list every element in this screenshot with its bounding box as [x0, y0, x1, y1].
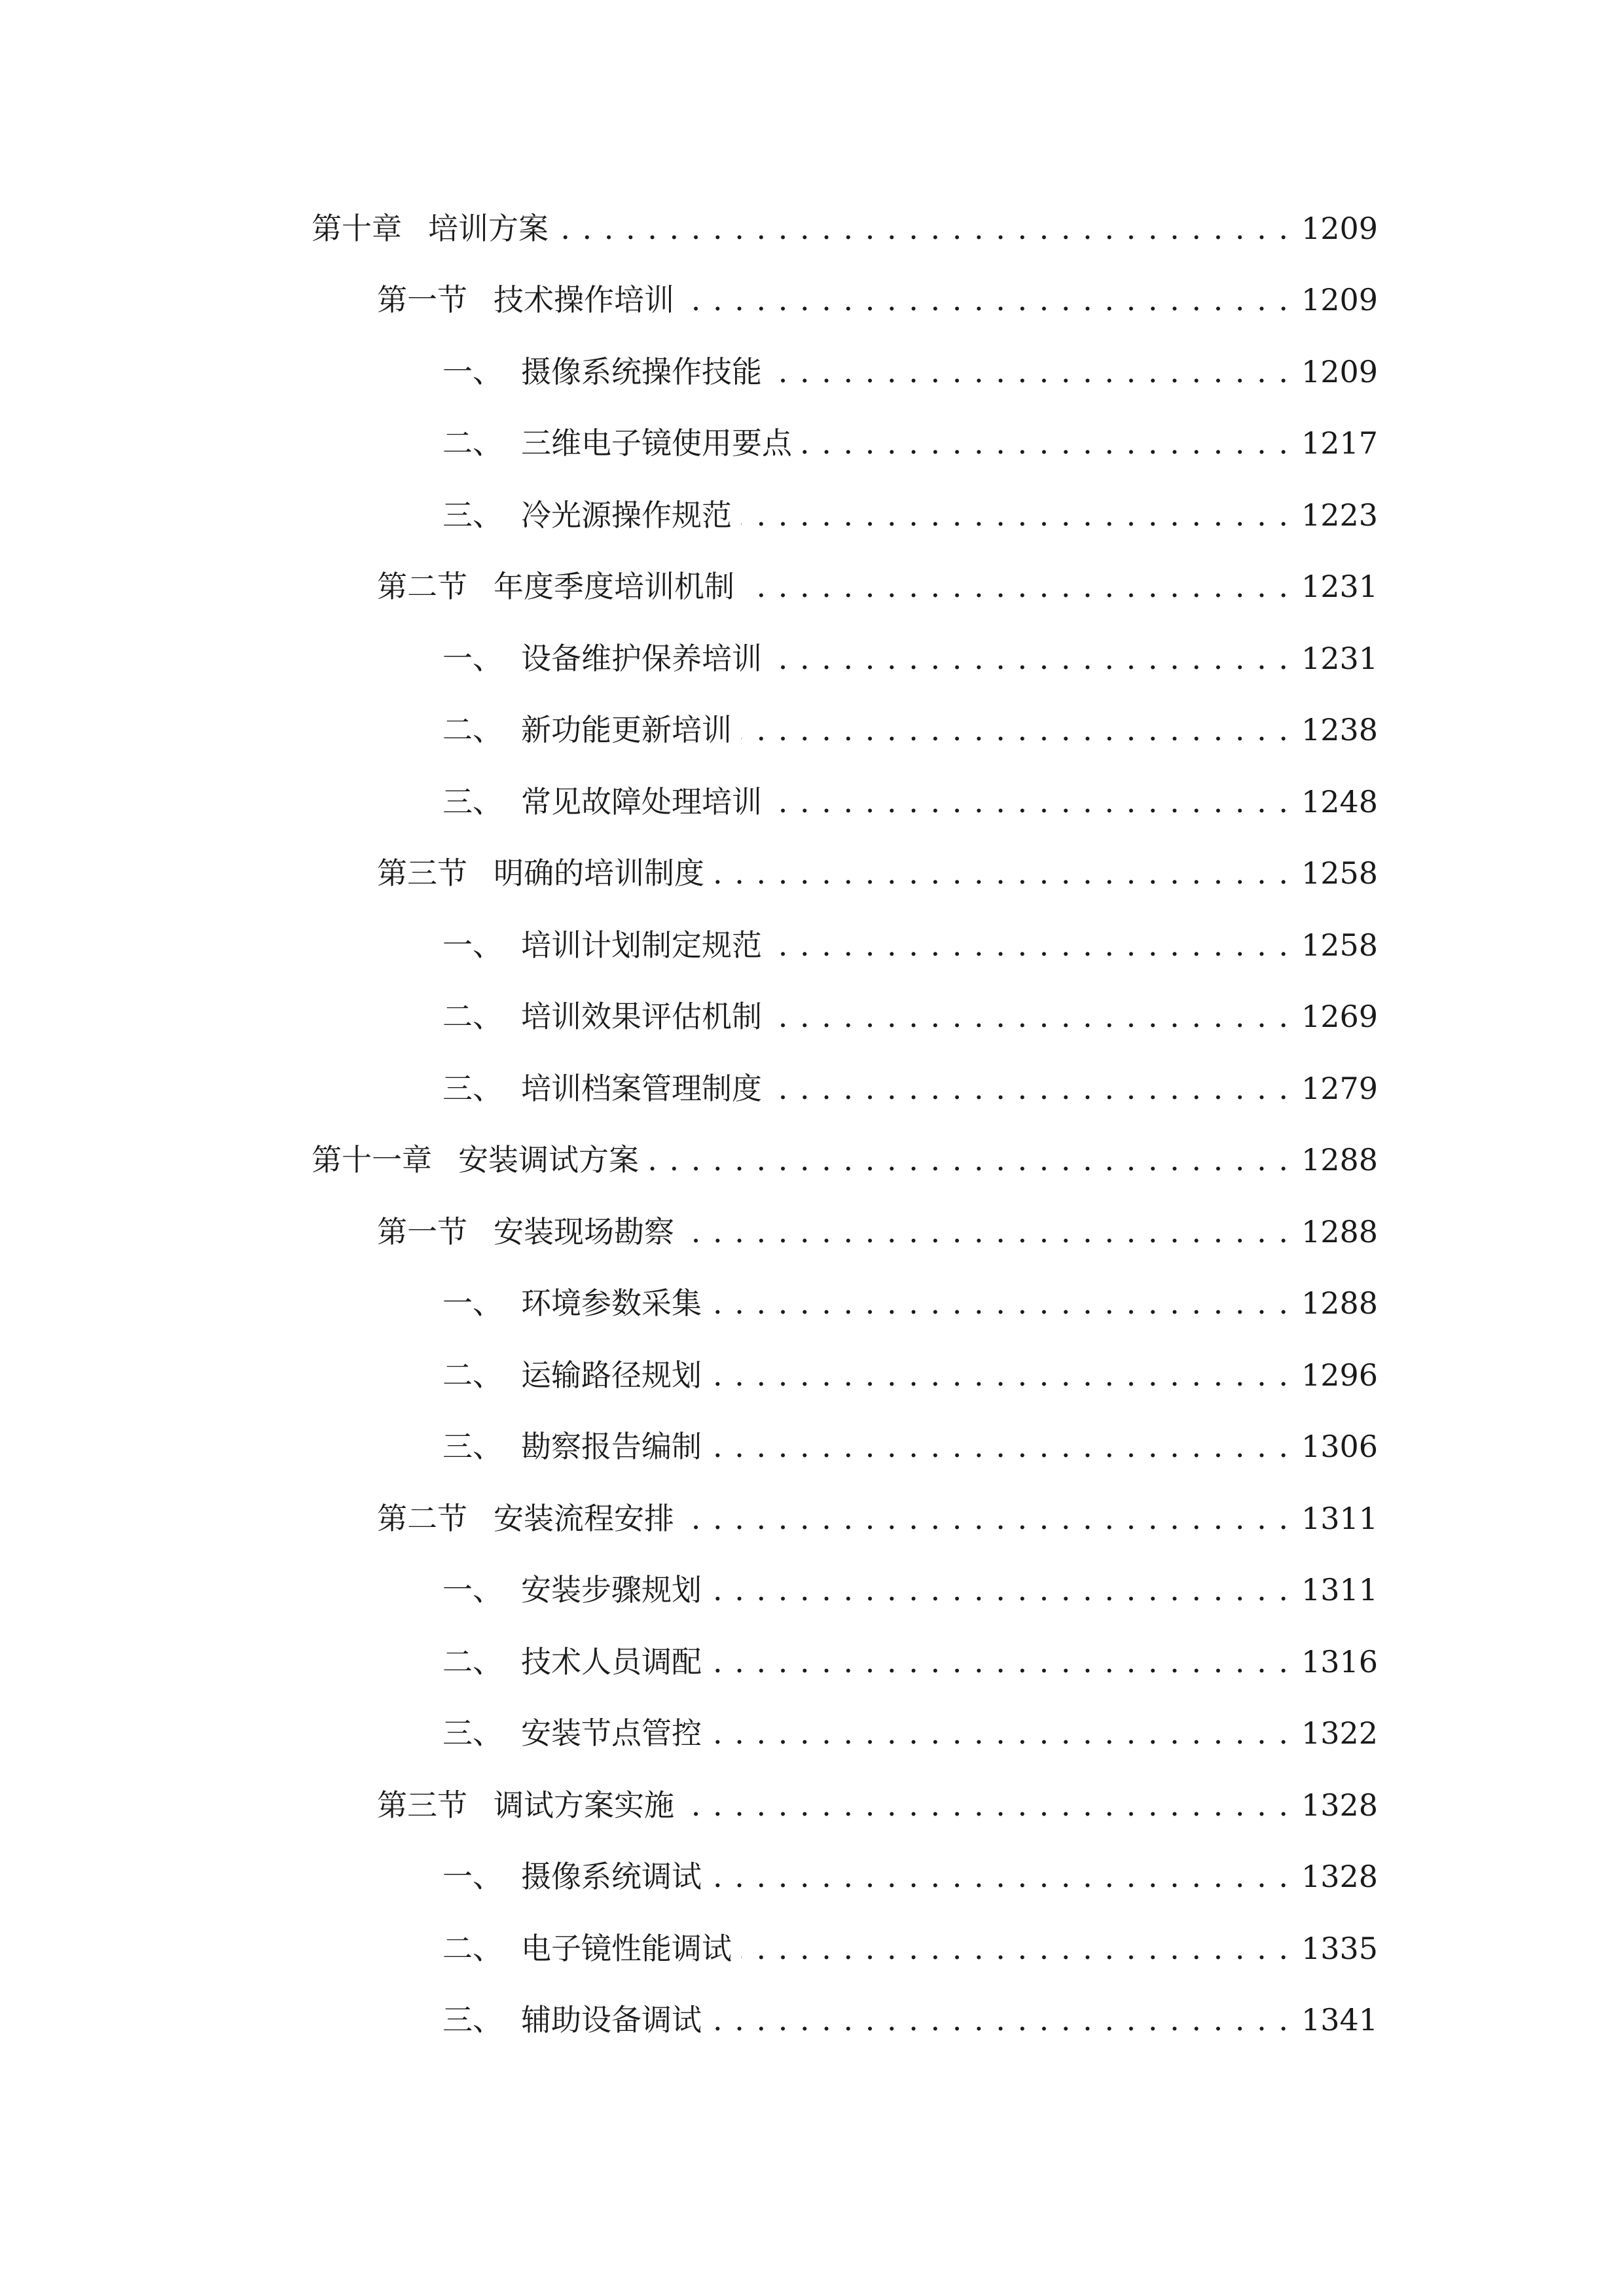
- toc-page-number: 1209: [1301, 353, 1379, 389]
- toc-entry-title: 设备维护保养培训: [521, 640, 762, 676]
- dot-leader: [771, 1070, 1290, 1107]
- toc-entry-subsection[interactable]: [0, 1912, 1624, 1984]
- toc-entry-label: 第二节: [377, 569, 467, 605]
- toc-page-number: 1258: [1301, 927, 1379, 963]
- toc-entry-label: 第十一章: [312, 1142, 432, 1178]
- toc-entry-title: 培训效果评估机制: [521, 999, 762, 1035]
- toc-entry-title: 勘察报告编制: [521, 1429, 702, 1465]
- toc-entry-subsection[interactable]: [0, 1411, 1624, 1483]
- toc-page-number: 1322: [1301, 1715, 1379, 1751]
- toc-page-number: 1296: [1301, 1357, 1379, 1393]
- dot-leader: [711, 1858, 1290, 1895]
- toc-page-number: 1341: [1301, 2002, 1379, 2038]
- toc-entry-title: 新功能更新培训: [521, 712, 732, 748]
- toc-entry-chapter[interactable]: [0, 1124, 1624, 1196]
- toc-page-number: 1223: [1301, 497, 1379, 533]
- toc-entry-subsection[interactable]: [0, 1268, 1624, 1340]
- toc-entry-subsection[interactable]: [0, 1554, 1624, 1626]
- dot-leader: [683, 281, 1290, 318]
- dot-leader: [771, 927, 1290, 963]
- toc-entry-section[interactable]: [0, 838, 1624, 910]
- toc-entry-title: 调试方案实施: [494, 1787, 674, 1823]
- toc-entry-subsection[interactable]: [0, 479, 1624, 551]
- toc-entry-title: 技术操作培训: [494, 282, 674, 318]
- toc-entry-label: 第一节: [377, 282, 467, 318]
- dot-leader: [711, 1357, 1290, 1393]
- toc-entry-subsection[interactable]: [0, 1052, 1624, 1124]
- toc-entry-chapter[interactable]: [0, 192, 1624, 264]
- toc-page-number: 1209: [1301, 210, 1379, 246]
- dot-leader: [711, 1285, 1290, 1321]
- toc-entry-label: 第二节: [377, 1500, 467, 1536]
- toc-entry-subsection[interactable]: [0, 408, 1624, 480]
- dot-leader: [711, 2001, 1290, 2038]
- toc-entry-subsection[interactable]: [0, 766, 1624, 838]
- toc-entry-title: 环境参数采集: [521, 1285, 702, 1321]
- toc-page-number: 1288: [1301, 1142, 1379, 1178]
- toc-entry-title: 运输路径规划: [521, 1357, 702, 1393]
- toc-entry-title: 冷光源操作规范: [521, 497, 732, 533]
- toc-entry-title: 年度季度培训机制: [494, 569, 734, 605]
- dot-leader: [771, 640, 1290, 677]
- dot-leader: [711, 1643, 1290, 1680]
- toc-entry-title: 安装步骤规划: [521, 1572, 702, 1608]
- toc-entry-title: 培训档案管理制度: [521, 1070, 762, 1106]
- dot-leader: [648, 1141, 1290, 1178]
- dot-leader: [711, 1571, 1290, 1608]
- toc-entry-subsection[interactable]: [0, 981, 1624, 1053]
- toc-entry-title: 培训方案: [428, 210, 549, 246]
- toc-entry-label: 三、: [442, 1429, 503, 1465]
- dot-leader: [771, 783, 1290, 820]
- toc-page-number: 1209: [1301, 282, 1379, 318]
- table-of-contents: [0, 192, 1624, 2056]
- toc-entry-title: 三维电子镜使用要点: [521, 425, 792, 461]
- toc-entry-label: 第一节: [377, 1213, 467, 1249]
- toc-entry-label: 一、: [442, 353, 503, 389]
- toc-entry-section[interactable]: [0, 1196, 1624, 1268]
- toc-entry-section[interactable]: [0, 1769, 1624, 1841]
- toc-entry-subsection[interactable]: [0, 1339, 1624, 1411]
- dot-leader: [771, 353, 1290, 390]
- toc-page-number: 1306: [1301, 1429, 1379, 1465]
- toc-entry-title: 安装调试方案: [458, 1142, 639, 1178]
- dot-leader: [771, 998, 1290, 1035]
- toc-entry-subsection[interactable]: [0, 1626, 1624, 1698]
- dot-leader: [683, 1500, 1290, 1537]
- toc-page-number: 1328: [1301, 1787, 1379, 1823]
- dot-leader: [741, 1930, 1290, 1967]
- toc-entry-label: 一、: [442, 1859, 503, 1895]
- toc-page-number: 1311: [1301, 1572, 1379, 1608]
- dot-leader: [741, 711, 1290, 748]
- dot-leader: [683, 1213, 1290, 1250]
- toc-entry-label: 三、: [442, 2002, 503, 2038]
- toc-entry-title: 培训计划制定规范: [521, 927, 762, 963]
- toc-entry-title: 常见故障处理培训: [521, 783, 762, 819]
- toc-entry-title: 安装流程安排: [494, 1500, 674, 1536]
- dot-leader: [558, 210, 1290, 247]
- toc-entry-label: 二、: [442, 1930, 503, 1966]
- toc-entry-title: 技术人员调配: [521, 1643, 702, 1679]
- toc-entry-title: 摄像系统调试: [521, 1859, 702, 1895]
- toc-entry-label: 二、: [442, 712, 503, 748]
- toc-page-number: 1231: [1301, 640, 1379, 676]
- toc-page-number: 1328: [1301, 1859, 1379, 1895]
- toc-entry-title: 摄像系统操作技能: [521, 353, 762, 389]
- toc-page-number: 1311: [1301, 1500, 1379, 1536]
- toc-entry-label: 二、: [442, 1357, 503, 1393]
- toc-entry-title: 安装现场勘察: [494, 1213, 674, 1249]
- toc-entry-subsection[interactable]: [0, 1984, 1624, 2056]
- toc-entry-section[interactable]: [0, 1482, 1624, 1554]
- toc-entry-title: 辅助设备调试: [521, 2002, 702, 2038]
- toc-entry-subsection[interactable]: [0, 1698, 1624, 1770]
- toc-entry-subsection[interactable]: [0, 909, 1624, 981]
- toc-entry-subsection[interactable]: [0, 694, 1624, 766]
- dot-leader: [711, 1715, 1290, 1751]
- toc-page-number: 1288: [1301, 1285, 1379, 1321]
- toc-entry-subsection[interactable]: [0, 336, 1624, 408]
- toc-entry-subsection[interactable]: [0, 622, 1624, 694]
- toc-entry-label: 第三节: [377, 1787, 467, 1823]
- toc-page-number: 1217: [1301, 425, 1379, 461]
- toc-entry-label: 二、: [442, 999, 503, 1035]
- dot-leader: [801, 425, 1290, 461]
- toc-entry-label: 第三节: [377, 855, 467, 891]
- dot-leader: [711, 1428, 1290, 1465]
- toc-entry-label: 一、: [442, 640, 503, 676]
- dot-leader: [744, 568, 1290, 605]
- dot-leader: [741, 497, 1290, 533]
- toc-entry-label: 三、: [442, 1715, 503, 1751]
- toc-entry-section[interactable]: [0, 264, 1624, 336]
- toc-page-number: 1231: [1301, 569, 1379, 605]
- toc-page-number: 1269: [1301, 999, 1379, 1035]
- toc-entry-label: 第十章: [312, 210, 402, 246]
- toc-entry-label: 三、: [442, 497, 503, 533]
- dot-leader: [713, 855, 1290, 891]
- toc-entry-label: 三、: [442, 1070, 503, 1106]
- toc-page-number: 1238: [1301, 712, 1379, 748]
- toc-entry-title: 明确的培训制度: [494, 855, 704, 891]
- toc-page-number: 1279: [1301, 1070, 1379, 1106]
- toc-entry-label: 三、: [442, 783, 503, 819]
- toc-page-number: 1335: [1301, 1930, 1379, 1966]
- toc-entry-title: 电子镜性能调试: [521, 1930, 732, 1966]
- toc-entry-label: 二、: [442, 425, 503, 461]
- toc-entry-subsection[interactable]: [0, 1841, 1624, 1913]
- toc-page-number: 1316: [1301, 1643, 1379, 1679]
- toc-entry-section[interactable]: [0, 551, 1624, 623]
- toc-entry-label: 一、: [442, 927, 503, 963]
- toc-entry-title: 安装节点管控: [521, 1715, 702, 1751]
- toc-page-number: 1248: [1301, 783, 1379, 819]
- toc-page-number: 1258: [1301, 855, 1379, 891]
- toc-page-number: 1288: [1301, 1213, 1379, 1249]
- toc-entry-label: 一、: [442, 1285, 503, 1321]
- toc-entry-label: 一、: [442, 1572, 503, 1608]
- dot-leader: [683, 1787, 1290, 1823]
- toc-entry-label: 二、: [442, 1643, 503, 1679]
